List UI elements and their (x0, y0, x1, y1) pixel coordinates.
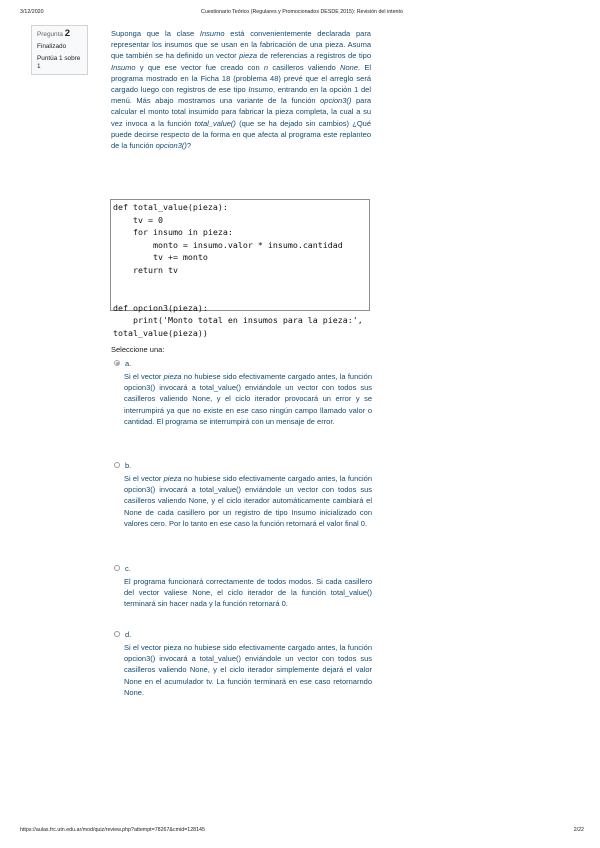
code-line: print('Monto total en insumos para la pieza:', (113, 315, 363, 326)
code-block (110, 199, 370, 338)
code-line: tv += monto (113, 252, 208, 263)
option-text: Si el vector pieza no hubiese sido efectivamente cargado antes, la función opcion3() invocará a total_value() enviándole un vector con todos sus casilleros valiendo None, y el ciclo iterador simplemente dejará el valor None en el acumulador tv. La función terminará en ese caso retornarndo None. (124, 643, 372, 697)
radio-button[interactable] (114, 462, 120, 468)
question-grade: Puntúa 1 sobre 1 (37, 55, 81, 70)
page-url: https://aulas.frc.utn.edu.ar/mod/quiz/review.php?attempt=78267&cmid=128145 (20, 827, 205, 833)
document-title: Cuestionario Teórico (Regulares y Promocionados DESDE 2015): Revisión del intento (201, 9, 403, 15)
radio-button-selected[interactable] (114, 360, 120, 366)
code-line: return tv (113, 264, 178, 275)
option-letter: a. (125, 359, 132, 368)
question-number: 2 (64, 28, 71, 39)
question-number-line (37, 30, 82, 39)
option-letter: d. (125, 630, 132, 639)
print-date: 3/12/2020 (20, 9, 44, 15)
code-line: def opcion3(pieza): (113, 302, 208, 313)
code-line (113, 277, 367, 290)
radio-button[interactable] (114, 565, 120, 571)
code-line: total_value(pieza)) (113, 327, 208, 338)
option-letter: b. (125, 461, 132, 470)
question-label: Pregunta (37, 31, 63, 38)
code-line: tv = 0 (113, 214, 163, 225)
question-state: Finalizado (37, 43, 67, 50)
option-text: Si el vector pieza no hubiese sido efectivamente cargado antes, la función opcion3() invocará a total_value() enviándole un vector con todos sus casilleros valiendo None, y el ciclo iterador automáticamente cambiará el None de cada casillero por un registro de tipo Insumo inicializado con valores cero. Por lo tanto en ese caso la función retornará el valor final 0. (124, 474, 373, 528)
question-info-box (31, 25, 88, 75)
radio-button[interactable] (114, 631, 120, 637)
code-line: monto = insumo.valor * insumo.cantidad (113, 239, 343, 250)
code-line: for insumo in pieza: (113, 227, 233, 238)
question-text: Suponga que la clase Insumo está convenientemente declarada para representar los insumos que se usan en la fabricación de una pieza. Asuma que también se ha definido un vector pieza de referencias a registros de tipo Insumo y que ese vector fue creado con n casilleros valiendo None. El programa mostrado en la Ficha 18 (problema 48) prevé que el arreglo será cargado luego con registros de ese tipo Insumo, entrando en la opción 1 del menú. Más abajo mostramos una variante de la función opcion3() para calcular el monto total insumido para fabricar la pieza completa, la cual a su vez invoca a la función total_value() (que se ha dejado sin cambios) ¿Qué puede decirse respecto de la forma en que afecta al programa este replanteo de la función opcion3()? (111, 29, 372, 151)
option-text: Si el vector pieza no hubiese sido efectivamente cargado antes, la función opcion3() invocará a total_value() enviándole un vector con todos sus casilleros valiendo None, y el ciclo iterador provocará un error y se interrumpirá ya que no existe en ese caso ningún campo llamado valor o cantidad. El programa se interrumpirá con un mensaje de error. (124, 372, 373, 426)
option-letter: c. (125, 564, 131, 573)
page-number: 2/22 (573, 827, 584, 833)
code-line (113, 289, 367, 302)
option-text: El programa funcionará correctamente de todos modos. Si cada casillero del vector valiese None, el ciclo iterador de la función total_value() terminará sin hacer nada y la función retornará 0. (124, 577, 372, 609)
select-prompt: Seleccione una: (111, 345, 165, 354)
code-line: def total_value(pieza): (113, 202, 228, 212)
